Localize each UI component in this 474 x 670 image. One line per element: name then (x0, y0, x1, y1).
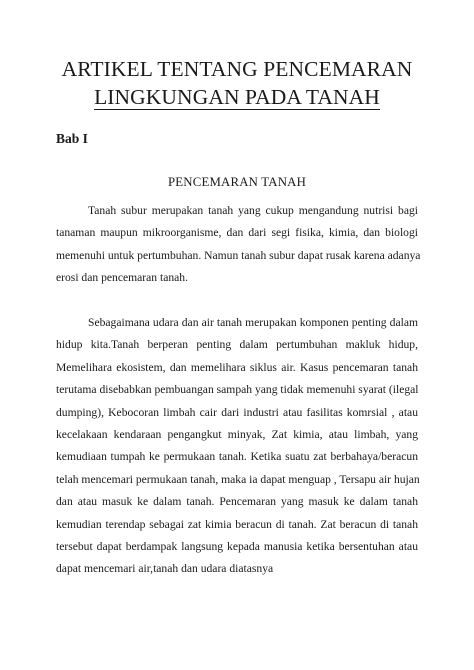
paragraph-line: tersebut dapat berdampak langsung kepada manusia ketika bersentuhan atau (56, 539, 418, 553)
paragraph-line: terutama disebabkan pembuangan sampah yang tidak memenuhi syarat (ilegal (56, 383, 419, 397)
title-line-2-text: LINGKUNGAN PADA TANAH (94, 85, 380, 109)
paragraph-line: Memelihara ekosistem, dan memelihara siklus air. Kasus pencemaran tanah (56, 360, 418, 374)
paragraph-line: tanaman maupun mikroorganisme, dan dari segi fisika, kimia, dan biologi (56, 226, 418, 240)
paragraph-line: kemudiaan tumpah ke permukaan tanah. Ketika suatu zat berbahaya/beracun (56, 450, 418, 464)
paragraph-2 (56, 312, 418, 581)
title-line-1: ARTIKEL TENTANG PENCEMARAN (61, 57, 413, 81)
paragraph-line: dumping), Kebocoran limbah cair dari industri atau fasilitas komrsial , atau (56, 405, 418, 419)
section-title: PENCEMARAN TANAH (167, 175, 307, 189)
paragraph-line: Sebagaimana udara dan air tanah merupakan komponen penting dalam (88, 316, 418, 329)
paragraph-line: kecelakaan kendaraan pengangkut minyak, Zat kimia, atau limbah, yang (56, 427, 418, 441)
chapter-heading: Bab I (56, 131, 88, 146)
paragraph-line: kemudian terendap sebagai zat kimia beracun di tanah. Zat beracun di tanah (56, 517, 418, 531)
paragraph-line: erosi dan pencemaran tanah. (56, 271, 188, 285)
title-line-2 (0, 85, 474, 110)
paragraph-line: memenuhi untuk pertumbuhan. Namun tanah subur dapat rusak karena adanya (56, 248, 421, 262)
paragraph-line: dapat mencemari air,tanah dan udara diatasnya (56, 562, 274, 576)
paragraph-line: dan atau masuk ke dalam tanah. Pencemaran yang masuk ke dalam tanah (56, 495, 418, 509)
paragraph-line: Tanah subur merupakan tanah yang cukup mengandung nutrisi bagi (88, 204, 418, 217)
paragraph-1 (56, 200, 421, 290)
paragraph-line: hidup kita.Tanah berperan penting dalam pertumbuhan makluk hidup, (56, 338, 418, 352)
paragraph-line: telah mencemari permukaan tanah, maka ia dapat menguap , Tersapu air hujan (56, 472, 420, 486)
